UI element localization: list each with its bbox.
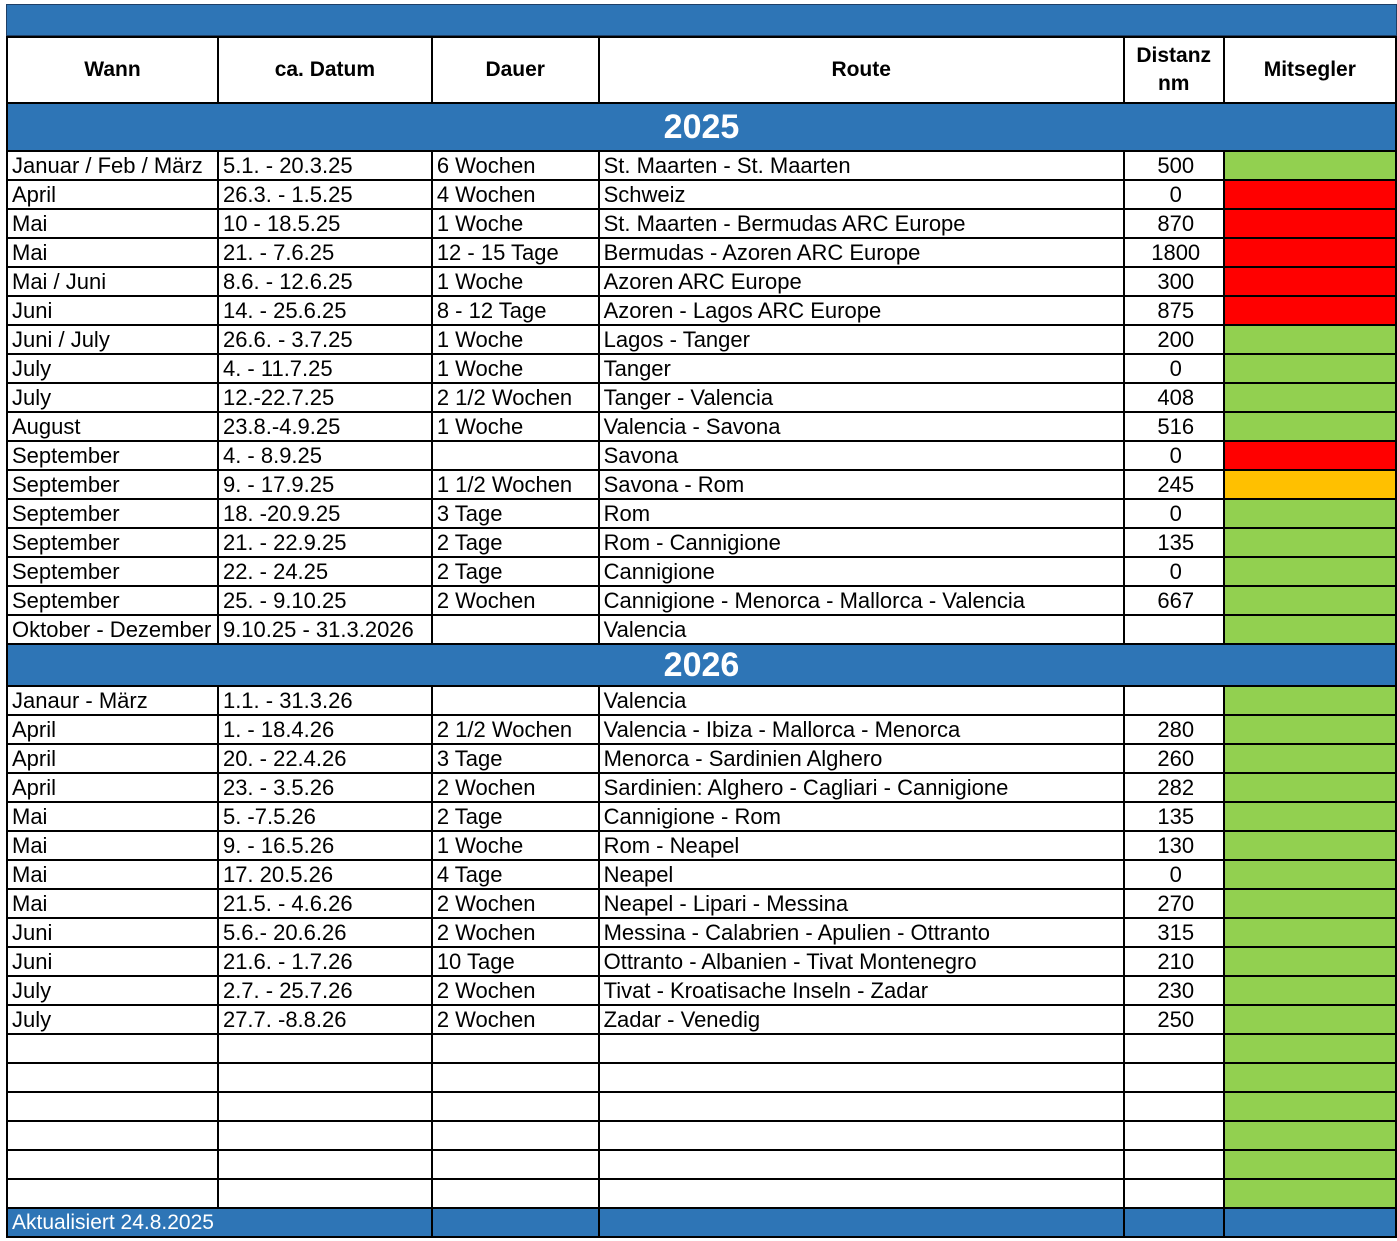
cell-route: St. Maarten - St. Maarten	[599, 151, 1124, 180]
cell-duration	[432, 1092, 599, 1121]
cell-duration	[432, 1150, 599, 1179]
cell-when: Juni	[7, 296, 218, 325]
table-row	[7, 615, 1396, 644]
cell-date	[218, 1063, 432, 1092]
footer-cell	[1224, 1208, 1396, 1237]
crew-availability-cell	[1224, 686, 1396, 715]
cell-date	[218, 1179, 432, 1208]
crew-availability-cell	[1224, 947, 1396, 976]
cell-route: Messina - Calabrien - Apulien - Ottranto	[599, 918, 1124, 947]
cell-duration: 4 Tage	[432, 860, 599, 889]
cell-duration	[432, 686, 599, 715]
cell-when: September	[7, 557, 218, 586]
cell-date: 21. - 22.9.25	[218, 528, 432, 557]
cell-distance: 282	[1124, 773, 1224, 802]
crew-availability-cell	[1224, 1179, 1396, 1208]
cell-route: Azoren - Lagos ARC Europe	[599, 296, 1124, 325]
table-row	[7, 1005, 1396, 1034]
cell-route: Ottranto - Albanien - Tivat Montenegro	[599, 947, 1124, 976]
cell-duration: 2 Wochen	[432, 773, 599, 802]
cell-when: April	[7, 180, 218, 209]
cell-distance: 280	[1124, 715, 1224, 744]
cell-route: Rom	[599, 499, 1124, 528]
table-row	[7, 1092, 1396, 1121]
crew-availability-cell	[1224, 1034, 1396, 1063]
table-row	[7, 947, 1396, 976]
cell-distance: 1800	[1124, 238, 1224, 267]
cell-route: St. Maarten - Bermudas ARC Europe	[599, 209, 1124, 238]
cell-distance: 200	[1124, 325, 1224, 354]
cell-when: April	[7, 744, 218, 773]
crew-availability-cell	[1224, 267, 1396, 296]
cell-date: 18. -20.9.25	[218, 499, 432, 528]
table-row	[7, 918, 1396, 947]
cell-when: August	[7, 412, 218, 441]
cell-distance: 516	[1124, 412, 1224, 441]
cell-when: July	[7, 383, 218, 412]
cell-duration: 3 Tage	[432, 499, 599, 528]
cell-date	[218, 1121, 432, 1150]
cell-when: Mai	[7, 889, 218, 918]
table-row	[7, 325, 1396, 354]
cell-when: July	[7, 354, 218, 383]
header-route: Route	[599, 37, 1124, 103]
cell-date: 21. - 7.6.25	[218, 238, 432, 267]
table-row	[7, 470, 1396, 499]
cell-date	[218, 1150, 432, 1179]
cell-route: Menorca - Sardinien Alghero	[599, 744, 1124, 773]
cell-duration: 2 1/2 Wochen	[432, 715, 599, 744]
cell-duration	[432, 1063, 599, 1092]
cell-date: 5. -7.5.26	[218, 802, 432, 831]
cell-duration: 12 - 15 Tage	[432, 238, 599, 267]
header-crew: Mitsegler	[1224, 37, 1396, 103]
cell-when: September	[7, 586, 218, 615]
cell-date: 26.6. - 3.7.25	[218, 325, 432, 354]
cell-duration: 1 Woche	[432, 831, 599, 860]
cell-date: 23.8.-4.9.25	[218, 412, 432, 441]
cell-distance: 230	[1124, 976, 1224, 1005]
header-distance-line1: Distanz	[1136, 44, 1212, 67]
cell-when: Juni / July	[7, 325, 218, 354]
crew-availability-cell	[1224, 1063, 1396, 1092]
cell-date: 5.6.- 20.6.26	[218, 918, 432, 947]
cell-date: 1.1. - 31.3.26	[218, 686, 432, 715]
footer-cell	[599, 1208, 1124, 1237]
cell-route: Valencia - Savona	[599, 412, 1124, 441]
cell-distance	[1124, 1121, 1224, 1150]
cell-route: Lagos - Tanger	[599, 325, 1124, 354]
table-row	[7, 860, 1396, 889]
crew-availability-cell	[1224, 773, 1396, 802]
header-distance	[1124, 37, 1224, 103]
crew-availability-cell	[1224, 615, 1396, 644]
cell-distance	[1124, 1150, 1224, 1179]
cell-when: April	[7, 715, 218, 744]
table-row	[7, 1179, 1396, 1208]
cell-distance	[1124, 1063, 1224, 1092]
crew-availability-cell	[1224, 470, 1396, 499]
cell-route: Savona	[599, 441, 1124, 470]
cell-date: 17. 20.5.26	[218, 860, 432, 889]
table-row	[7, 1150, 1396, 1179]
crew-availability-cell	[1224, 976, 1396, 1005]
crew-availability-cell	[1224, 1092, 1396, 1121]
cell-when: April	[7, 773, 218, 802]
crew-availability-cell	[1224, 180, 1396, 209]
cell-date: 27.7. -8.8.26	[218, 1005, 432, 1034]
table-row	[7, 586, 1396, 615]
cell-duration: 2 Tage	[432, 528, 599, 557]
footer-row	[7, 1208, 1396, 1237]
sailing-schedule-table	[6, 36, 1397, 1238]
cell-duration: 2 Wochen	[432, 586, 599, 615]
cell-route	[599, 1179, 1124, 1208]
table-row	[7, 773, 1396, 802]
cell-date: 26.3. - 1.5.25	[218, 180, 432, 209]
cell-route: Cannigione - Rom	[599, 802, 1124, 831]
cell-duration: 6 Wochen	[432, 151, 599, 180]
cell-duration	[432, 615, 599, 644]
cell-when: Mai	[7, 831, 218, 860]
cell-route: Azoren ARC Europe	[599, 267, 1124, 296]
crew-availability-cell	[1224, 1150, 1396, 1179]
cell-duration	[432, 1121, 599, 1150]
cell-date: 1. - 18.4.26	[218, 715, 432, 744]
updated-note: Aktualisiert 24.8.2025	[7, 1208, 432, 1237]
cell-route	[599, 1121, 1124, 1150]
cell-when: September	[7, 470, 218, 499]
crew-availability-cell	[1224, 802, 1396, 831]
cell-route	[599, 1150, 1124, 1179]
cell-duration	[432, 1179, 599, 1208]
table-row	[7, 1063, 1396, 1092]
table-row	[7, 528, 1396, 557]
cell-route: Neapel - Lipari - Messina	[599, 889, 1124, 918]
table-row	[7, 686, 1396, 715]
cell-date: 23. - 3.5.26	[218, 773, 432, 802]
cell-when: Mai / Juni	[7, 267, 218, 296]
table-row	[7, 180, 1396, 209]
cell-when: Mai	[7, 238, 218, 267]
cell-date: 10 - 18.5.25	[218, 209, 432, 238]
cell-route: Savona - Rom	[599, 470, 1124, 499]
crew-availability-cell	[1224, 715, 1396, 744]
cell-duration: 2 Wochen	[432, 1005, 599, 1034]
cell-date: 9. - 17.9.25	[218, 470, 432, 499]
cell-date: 8.6. - 12.6.25	[218, 267, 432, 296]
table-row	[7, 557, 1396, 586]
cell-distance: 408	[1124, 383, 1224, 412]
cell-date: 4. - 8.9.25	[218, 441, 432, 470]
crew-availability-cell	[1224, 151, 1396, 180]
cell-when	[7, 1121, 218, 1150]
cell-duration: 2 Wochen	[432, 976, 599, 1005]
cell-duration: 10 Tage	[432, 947, 599, 976]
cell-when	[7, 1034, 218, 1063]
crew-availability-cell	[1224, 586, 1396, 615]
table-row	[7, 412, 1396, 441]
cell-when: Januar / Feb / März	[7, 151, 218, 180]
header-date: ca. Datum	[218, 37, 432, 103]
header-distance-line2: nm	[1157, 72, 1190, 95]
crew-availability-cell	[1224, 918, 1396, 947]
table-row	[7, 802, 1396, 831]
cell-when: Mai	[7, 802, 218, 831]
cell-duration: 1 Woche	[432, 209, 599, 238]
cell-date: 21.5. - 4.6.26	[218, 889, 432, 918]
cell-distance: 135	[1124, 528, 1224, 557]
cell-distance: 0	[1124, 499, 1224, 528]
cell-when: July	[7, 976, 218, 1005]
table-row	[7, 383, 1396, 412]
cell-when: September	[7, 499, 218, 528]
cell-route	[599, 1092, 1124, 1121]
cell-distance: 0	[1124, 860, 1224, 889]
cell-route: Valencia	[599, 615, 1124, 644]
top-banner	[6, 4, 1397, 36]
cell-distance: 130	[1124, 831, 1224, 860]
crew-availability-cell	[1224, 889, 1396, 918]
header-when: Wann	[7, 37, 218, 103]
cell-route: Neapel	[599, 860, 1124, 889]
header-row	[7, 37, 1396, 103]
crew-availability-cell	[1224, 296, 1396, 325]
table-row	[7, 715, 1396, 744]
cell-when	[7, 1063, 218, 1092]
crew-availability-cell	[1224, 1121, 1396, 1150]
cell-date: 2.7. - 25.7.26	[218, 976, 432, 1005]
cell-when: September	[7, 441, 218, 470]
crew-availability-cell	[1224, 354, 1396, 383]
crew-availability-cell	[1224, 209, 1396, 238]
table-row	[7, 354, 1396, 383]
table-row	[7, 744, 1396, 773]
cell-distance	[1124, 1034, 1224, 1063]
table-row	[7, 1121, 1396, 1150]
cell-date: 21.6. - 1.7.26	[218, 947, 432, 976]
year-section-row	[7, 644, 1396, 686]
table-row	[7, 499, 1396, 528]
year-heading: 2026	[7, 644, 1396, 686]
cell-when	[7, 1150, 218, 1179]
cell-distance	[1124, 615, 1224, 644]
cell-distance	[1124, 1092, 1224, 1121]
cell-duration: 1 Woche	[432, 412, 599, 441]
table-row	[7, 238, 1396, 267]
cell-route	[599, 1034, 1124, 1063]
cell-when: September	[7, 528, 218, 557]
cell-when	[7, 1092, 218, 1121]
cell-distance: 500	[1124, 151, 1224, 180]
table-row	[7, 441, 1396, 470]
cell-route: Valencia	[599, 686, 1124, 715]
cell-when: July	[7, 1005, 218, 1034]
cell-when: Mai	[7, 860, 218, 889]
crew-availability-cell	[1224, 238, 1396, 267]
table-row	[7, 151, 1396, 180]
cell-duration: 2 Tage	[432, 557, 599, 586]
cell-route: Zadar - Venedig	[599, 1005, 1124, 1034]
cell-route: Tanger - Valencia	[599, 383, 1124, 412]
cell-distance: 0	[1124, 180, 1224, 209]
cell-distance: 870	[1124, 209, 1224, 238]
cell-duration: 2 1/2 Wochen	[432, 383, 599, 412]
cell-duration: 4 Wochen	[432, 180, 599, 209]
cell-route: Bermudas - Azoren ARC Europe	[599, 238, 1124, 267]
cell-route: Rom - Neapel	[599, 831, 1124, 860]
cell-distance: 245	[1124, 470, 1224, 499]
footer-cell	[1124, 1208, 1224, 1237]
cell-date: 9. - 16.5.26	[218, 831, 432, 860]
table-row	[7, 889, 1396, 918]
cell-distance: 250	[1124, 1005, 1224, 1034]
cell-route: Cannigione	[599, 557, 1124, 586]
crew-availability-cell	[1224, 441, 1396, 470]
cell-route: Sardinien: Alghero - Cagliari - Cannigione	[599, 773, 1124, 802]
cell-distance: 270	[1124, 889, 1224, 918]
cell-when	[7, 1179, 218, 1208]
crew-availability-cell	[1224, 831, 1396, 860]
cell-when: Janaur - März	[7, 686, 218, 715]
cell-route: Tanger	[599, 354, 1124, 383]
cell-date	[218, 1034, 432, 1063]
cell-route	[599, 1063, 1124, 1092]
cell-duration: 8 - 12 Tage	[432, 296, 599, 325]
cell-route: Schweiz	[599, 180, 1124, 209]
cell-distance: 135	[1124, 802, 1224, 831]
cell-duration: 2 Wochen	[432, 918, 599, 947]
cell-route: Rom - Cannigione	[599, 528, 1124, 557]
cell-date: 14. - 25.6.25	[218, 296, 432, 325]
cell-distance: 0	[1124, 557, 1224, 586]
table-row	[7, 831, 1396, 860]
cell-date: 9.10.25 - 31.3.2026	[218, 615, 432, 644]
crew-availability-cell	[1224, 557, 1396, 586]
cell-duration: 1 Woche	[432, 354, 599, 383]
cell-duration: 1 Woche	[432, 325, 599, 354]
cell-distance: 210	[1124, 947, 1224, 976]
table-row	[7, 209, 1396, 238]
cell-duration: 1 Woche	[432, 267, 599, 296]
header-duration: Dauer	[432, 37, 599, 103]
table-row	[7, 976, 1396, 1005]
cell-duration: 2 Wochen	[432, 889, 599, 918]
cell-distance: 875	[1124, 296, 1224, 325]
cell-when: Juni	[7, 947, 218, 976]
crew-availability-cell	[1224, 860, 1396, 889]
cell-distance: 300	[1124, 267, 1224, 296]
cell-date: 5.1. - 20.3.25	[218, 151, 432, 180]
cell-date	[218, 1092, 432, 1121]
cell-date: 22. - 24.25	[218, 557, 432, 586]
cell-date: 20. - 22.4.26	[218, 744, 432, 773]
cell-date: 25. - 9.10.25	[218, 586, 432, 615]
cell-when: Juni	[7, 918, 218, 947]
cell-distance: 260	[1124, 744, 1224, 773]
footer-cell	[432, 1208, 599, 1237]
cell-distance	[1124, 1179, 1224, 1208]
crew-availability-cell	[1224, 744, 1396, 773]
table-row	[7, 267, 1396, 296]
cell-route: Cannigione - Menorca - Mallorca - Valencia	[599, 586, 1124, 615]
cell-route: Valencia - Ibiza - Mallorca - Menorca	[599, 715, 1124, 744]
crew-availability-cell	[1224, 325, 1396, 354]
cell-distance: 315	[1124, 918, 1224, 947]
cell-date: 4. - 11.7.25	[218, 354, 432, 383]
crew-availability-cell	[1224, 499, 1396, 528]
cell-when: Oktober - Dezember	[7, 615, 218, 644]
cell-route: Tivat - Kroatisache Inseln - Zadar	[599, 976, 1124, 1005]
cell-duration: 1 1/2 Wochen	[432, 470, 599, 499]
cell-distance	[1124, 686, 1224, 715]
table-row	[7, 296, 1396, 325]
cell-distance: 0	[1124, 441, 1224, 470]
year-section-row	[7, 103, 1396, 151]
cell-distance: 667	[1124, 586, 1224, 615]
cell-distance: 0	[1124, 354, 1224, 383]
year-heading: 2025	[7, 103, 1396, 151]
cell-date: 12.-22.7.25	[218, 383, 432, 412]
crew-availability-cell	[1224, 383, 1396, 412]
crew-availability-cell	[1224, 1005, 1396, 1034]
crew-availability-cell	[1224, 528, 1396, 557]
cell-when: Mai	[7, 209, 218, 238]
table-row	[7, 1034, 1396, 1063]
crew-availability-cell	[1224, 412, 1396, 441]
cell-duration: 3 Tage	[432, 744, 599, 773]
cell-duration: 2 Tage	[432, 802, 599, 831]
cell-duration	[432, 441, 599, 470]
cell-duration	[432, 1034, 599, 1063]
